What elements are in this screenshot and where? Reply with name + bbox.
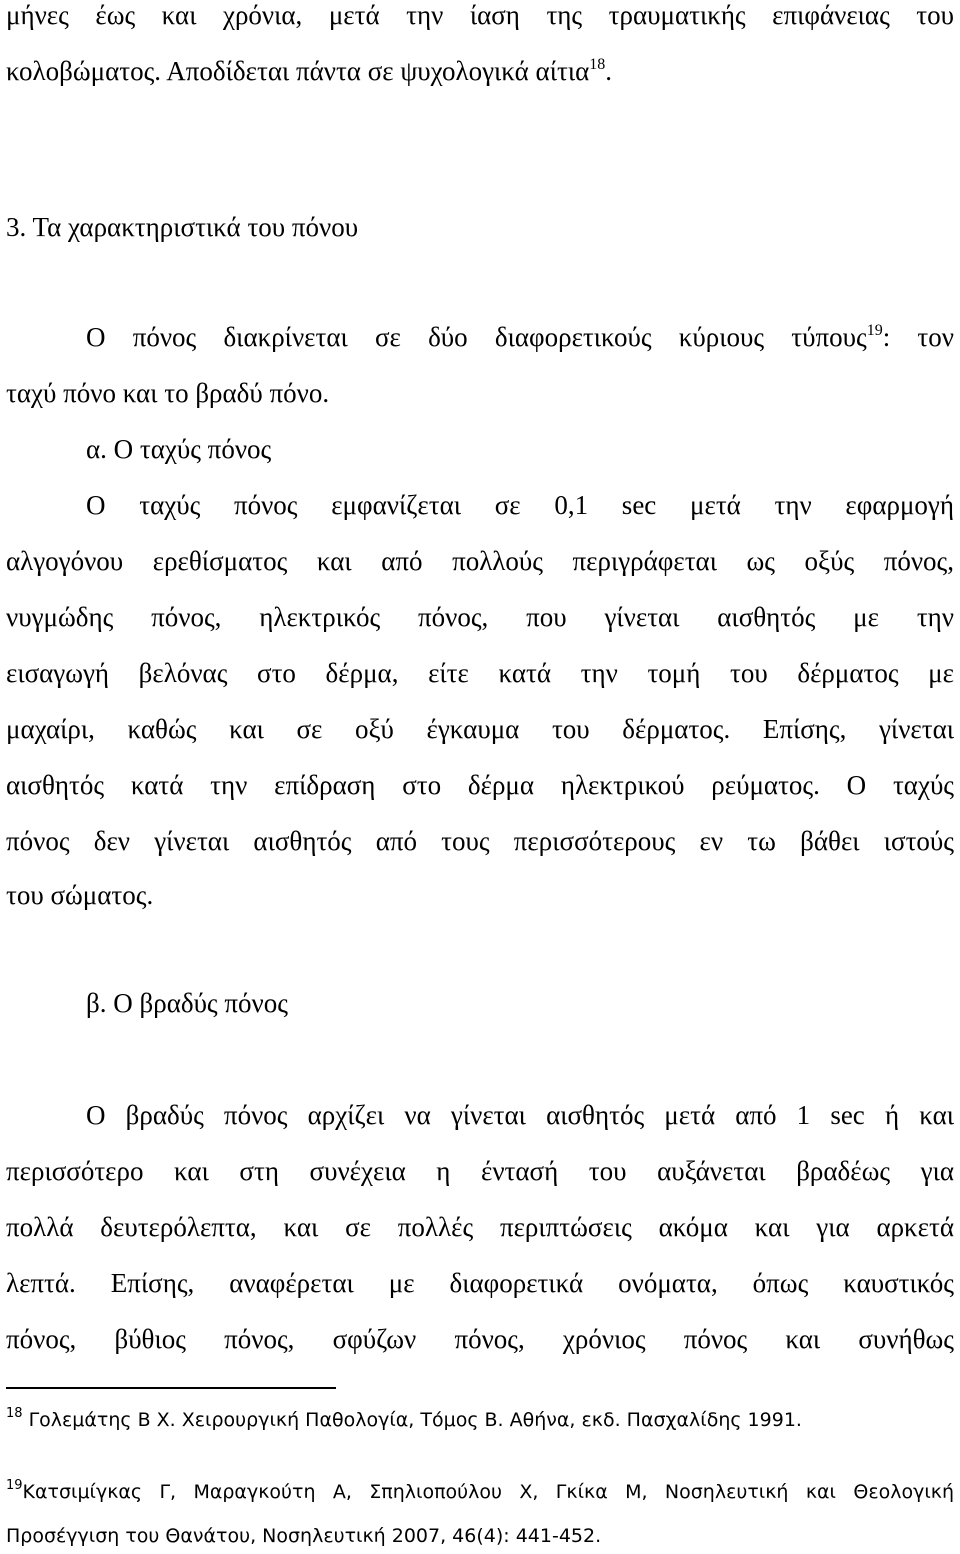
fast-pain-line: πόνος δεν γίνεται αισθητός από τους περισσότερους εν τω βάθει ιστούς — [6, 826, 954, 856]
footnote-19-number: 19 — [6, 1478, 23, 1493]
footnote-19-line-2: Προσέγγιση του Θανάτου, Νοσηλευτική 2007, 46(4): 441-452. — [6, 1525, 602, 1547]
section-para-end: : τον — [882, 322, 954, 352]
intro-line-1: μήνες έως και χρόνια, μετά την ίαση της τραυματικής επιφάνειας του — [6, 0, 954, 30]
footnote-18 — [6, 1408, 954, 1432]
slow-pain-line: Ο βραδύς πόνος αρχίζει να γίνεται αισθητός μετά από 1 sec ή και — [86, 1100, 954, 1130]
footnote-ref-18[interactable]: 18 — [589, 56, 606, 73]
footnote-18-text: Γολεμάτης Β Χ. Χειρουργική Παθολογία, Τόμος Β. Αθήνα, εκδ. Πασχαλίδης 1991. — [22, 1409, 802, 1431]
footnote-19 — [6, 1480, 954, 1504]
fast-pain-line: εισαγωγή βελόνας στο δέρμα, είτε κατά την τομή του δέρματος με — [6, 658, 954, 688]
fast-pain-heading: α. Ο ταχύς πόνος — [86, 434, 272, 464]
slow-pain-heading: β. Ο βραδύς πόνος — [86, 988, 288, 1018]
intro-line-2-end: . — [605, 56, 612, 86]
section-para-text: Ο πόνος διακρίνεται σε δύο διαφορετικούς κύριους τύπους — [86, 322, 867, 352]
footnote-18-number: 18 — [6, 1406, 23, 1421]
fast-pain-line: του σώματος. — [6, 880, 154, 910]
footnote-separator — [6, 1387, 336, 1389]
section-heading: 3. Τα χαρακτηριστικά του πόνου — [6, 212, 359, 242]
section-para-line-2: ταχύ πόνο και το βραδύ πόνο. — [6, 378, 330, 408]
intro-line-2 — [6, 56, 954, 86]
intro-line-2-text: κολοβώματος. Αποδίδεται πάντα σε ψυχολογικά αίτια — [6, 56, 590, 86]
fast-pain-line: αλγογόνου ερεθίσματος και από πολλούς περιγράφεται ως οξύς πόνος, — [6, 546, 954, 576]
slow-pain-line: πολλά δευτερόλεπτα, και σε πολλές περιπτώσεις ακόμα και για αρκετά — [6, 1212, 954, 1242]
slow-pain-line: περισσότερο και στη συνέχεια η έντασή του αυξάνεται βραδέως για — [6, 1156, 954, 1186]
slow-pain-line: πόνος, βύθιος πόνος, σφύζων πόνος, χρόνιος πόνος και συνήθως — [6, 1324, 954, 1354]
section-para-line-1 — [86, 322, 954, 352]
fast-pain-line: νυγμώδης πόνος, ηλεκτρικός πόνος, που γίνεται αισθητός με την — [6, 602, 954, 632]
fast-pain-line: Ο ταχύς πόνος εμφανίζεται σε 0,1 sec μετά την εφαρμογή — [86, 490, 954, 520]
footnote-19-text: Κατσιμίγκας Γ, Μαραγκούτη Α, Σπηλιοπούλου Χ, Γκίκα Μ, Νοσηλευτική και Θεολογική — [22, 1481, 954, 1503]
footnote-ref-19[interactable]: 19 — [866, 322, 883, 339]
slow-pain-line: λεπτά. Επίσης, αναφέρεται με διαφορετικά ονόματα, όπως καυστικός — [6, 1268, 954, 1298]
fast-pain-line: μαχαίρι, καθώς και σε οξύ έγκαυμα του δέρματος. Επίσης, γίνεται — [6, 714, 954, 744]
fast-pain-line: αισθητός κατά την επίδραση στο δέρμα ηλεκτρικού ρεύματος. Ο ταχύς — [6, 770, 954, 800]
